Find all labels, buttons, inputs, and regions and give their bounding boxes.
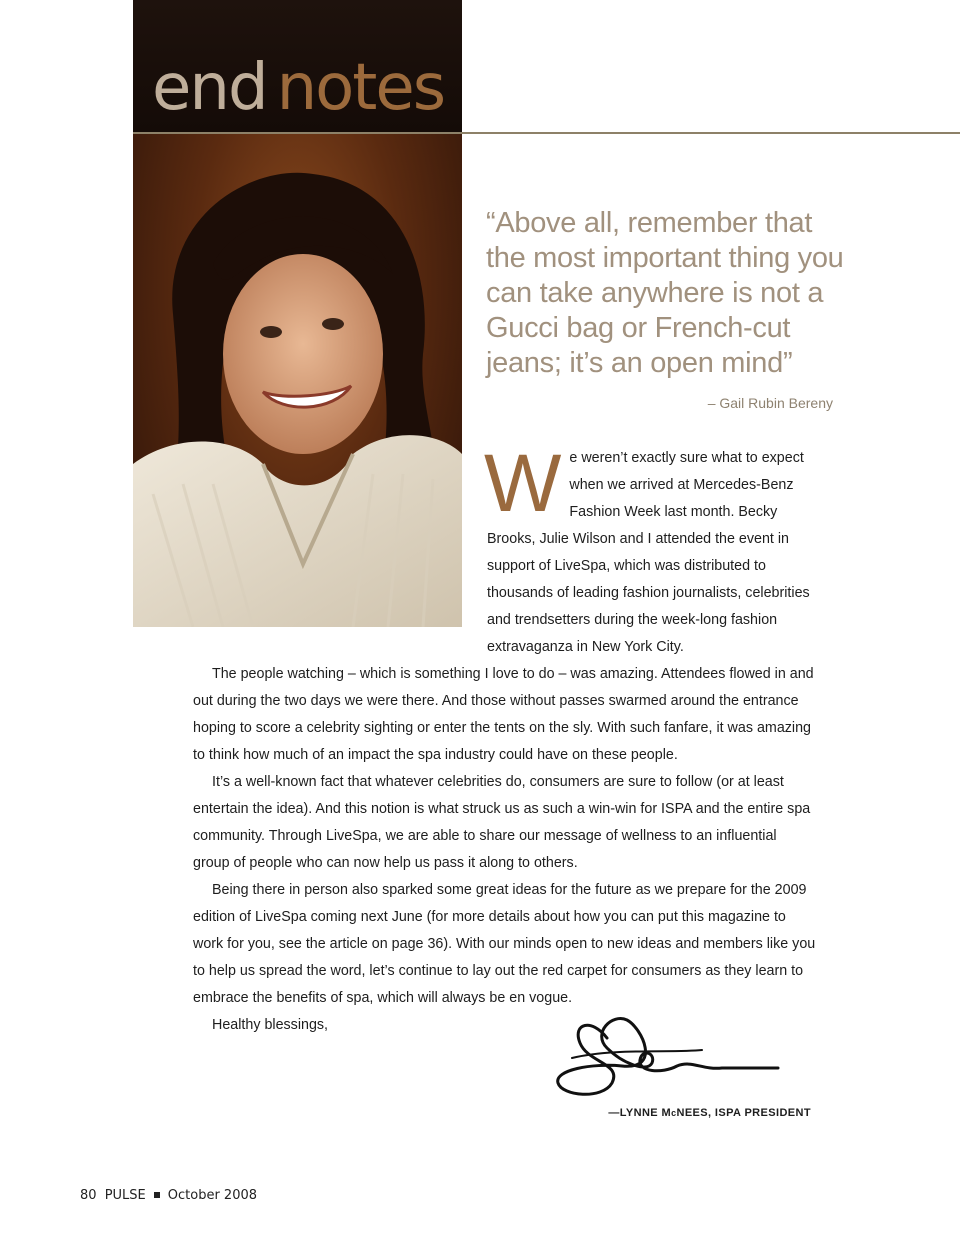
page-number: 80	[80, 1188, 97, 1203]
signature-caption-prefix: —LYNNE M	[608, 1107, 672, 1119]
issue-date: October 2008	[167, 1188, 258, 1203]
signature-icon	[552, 1008, 782, 1100]
square-bullet-icon	[154, 1192, 160, 1198]
article-paragraph-1	[193, 438, 817, 661]
article-paragraph-2: The people watching – which is something I love to do – was amazing. Attendees flowed in and out during the two days we were there. And those without passes swarmed around the entrance hoping to score a celebrity sighting or enter the tents on the sly. With such fanfare, it was amazing to think how much of an impact the spa industry could have on these people.	[193, 666, 814, 763]
publication-name: PULSE	[104, 1188, 146, 1203]
drop-cap: W	[484, 438, 562, 529]
article-paragraph-1-text: e weren’t exactly sure what to expect when we arrived at Mercedes-Benz Fashion Week last month. Becky Brooks, Julie Wilson and I attended the event in support of LiveSpa, which was distributed to thousands of leading fashion journalists, celebrities and trendsetters during the week-long fashion extravaganza in New York City.	[487, 450, 810, 655]
signature-caption-small: c	[671, 1108, 677, 1118]
section-title-notes: notes	[276, 51, 445, 125]
article-paragraph-4: Being there in person also sparked some great ideas for the future as we prepare for the 2009 edition of LiveSpa coming next June (for more details about how you can put this magazine to work for you, see the article on page 36). With our minds open to new ideas and members like you to help us spread the word, let’s continue to lay out the red carpet for consumers as they learn to embrace the benefits of spa, which will always be en vogue.	[193, 882, 816, 1006]
article-paragraph-3: It’s a well-known fact that whatever celebrities do, consumers are sure to follow (or at least entertain the idea). And this notion is what struck us as such a win-win for ISPA and the entire spa community. Through LiveSpa, we are able to share our message of wellness to an influential group of people who can now help us pass it along to others.	[193, 774, 811, 871]
signature-caption-suffix: NEES, ISPA PRESIDENT	[676, 1107, 811, 1119]
signature-image	[552, 1008, 782, 1100]
article-body	[193, 438, 817, 1039]
pull-quote-attribution: – Gail Rubin Bereny	[707, 395, 833, 411]
section-title	[152, 48, 444, 128]
page-footer	[80, 1188, 257, 1203]
signature-caption	[560, 1107, 811, 1119]
pull-quote: “Above all, remember that the most important thing you can take anywhere is not a Gucci bag or French-cut jeans; it’s an open mind”	[486, 207, 844, 379]
article-closing: Healthy blessings,	[212, 1017, 329, 1033]
section-title-end: end	[152, 51, 267, 125]
